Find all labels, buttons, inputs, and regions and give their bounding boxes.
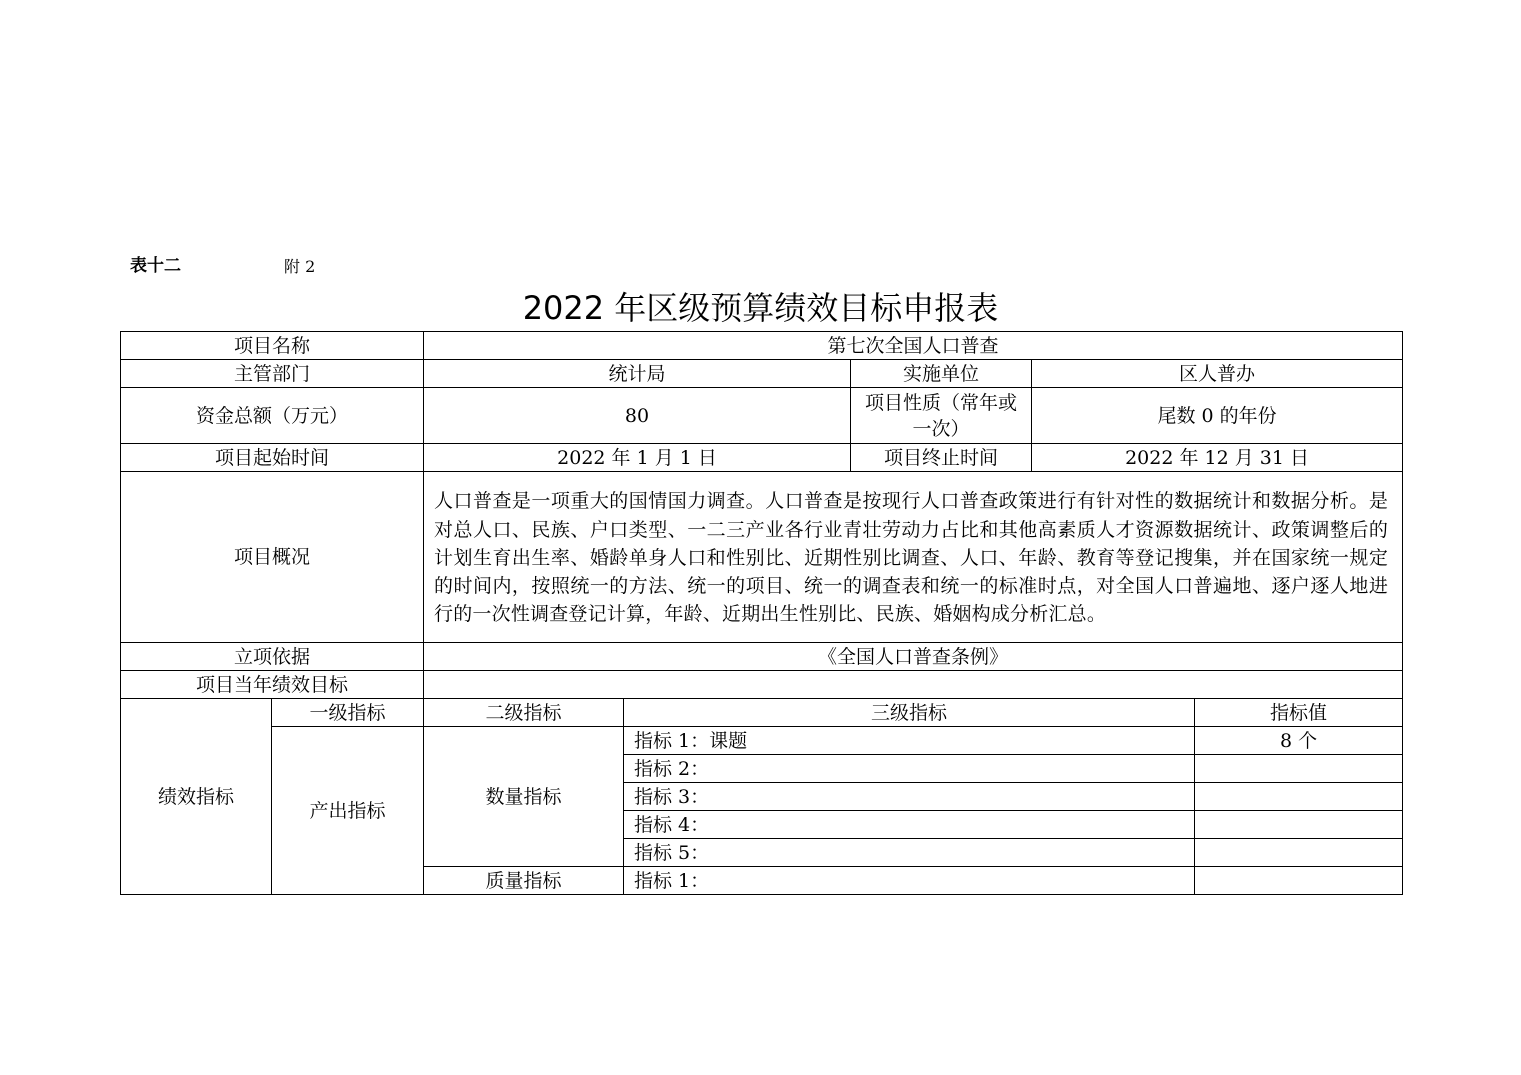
annual-goal-label: 项目当年绩效目标 <box>121 671 424 699</box>
row-overview <box>121 472 1403 643</box>
indicator-value: 8 个 <box>1195 727 1403 755</box>
level2-quality-label: 质量指标 <box>424 867 624 895</box>
col-header-value: 指标值 <box>1195 699 1403 727</box>
end-time-value: 2022 年 12 月 31 日 <box>1032 444 1403 472</box>
level1-output-label: 产出指标 <box>272 727 424 895</box>
attachment-label: 附 2 <box>284 257 316 276</box>
basis-value: 《全国人口普查条例》 <box>424 643 1403 671</box>
end-time-label: 项目终止时间 <box>851 444 1032 472</box>
indicator-value <box>1195 783 1403 811</box>
start-time-label: 项目起始时间 <box>121 444 424 472</box>
indicator-value <box>1195 755 1403 783</box>
indicator-label: 指标 4： <box>624 811 1195 839</box>
annual-goal-value <box>424 671 1403 699</box>
row-project-name <box>121 332 1403 360</box>
page-title: 2022 年区级预算绩效目标申报表 <box>522 289 999 327</box>
start-time-value: 2022 年 1 月 1 日 <box>424 444 851 472</box>
department-value: 统计局 <box>424 360 851 388</box>
indicator-label: 指标 1： <box>624 867 1195 895</box>
col-header-level2: 二级指标 <box>424 699 624 727</box>
indicator-value <box>1195 867 1403 895</box>
project-nature-value: 尾数 0 的年份 <box>1032 388 1403 444</box>
row-period <box>121 444 1403 472</box>
basis-label: 立项依据 <box>121 643 424 671</box>
project-name-value: 第七次全国人口普查 <box>424 332 1403 360</box>
indicators-section-label: 绩效指标 <box>121 699 272 895</box>
row-indicator-header <box>121 699 1403 727</box>
overview-label: 项目概况 <box>121 472 424 643</box>
total-funds-label: 资金总额（万元） <box>121 388 424 444</box>
row-department <box>121 360 1403 388</box>
performance-target-form <box>120 331 1403 895</box>
row-basis <box>121 643 1403 671</box>
col-header-level3: 三级指标 <box>624 699 1195 727</box>
indicator-value <box>1195 811 1403 839</box>
indicator-label: 指标 5： <box>624 839 1195 867</box>
implementing-unit-value: 区人普办 <box>1032 360 1403 388</box>
row-annual-goal <box>121 671 1403 699</box>
col-header-level1: 一级指标 <box>272 699 424 727</box>
table-row <box>121 727 1403 755</box>
project-name-label: 项目名称 <box>121 332 424 360</box>
indicator-label: 指标 2： <box>624 755 1195 783</box>
indicator-label: 指标 3： <box>624 783 1195 811</box>
implementing-unit-label: 实施单位 <box>851 360 1032 388</box>
department-label: 主管部门 <box>121 360 424 388</box>
overview-text: 人口普查是一项重大的国情国力调查。人口普查是按现行人口普查政策进行有针对性的数据统计和数据分析。是对总人口、民族、户口类型、一二三产业各行业青壮劳动力占比和其他高素质人才资源数据统计、政策调整后的计划生育出生率、婚龄单身人口和性别比、近期性别比调查、人口、年龄、教育等登记搜集，并在国家统一规定的时间内，按照统一的方法、统一的项目、统一的调查表和统一的标准时点，对全国人口普遍地、逐户逐人地进行的一次性调查登记计算，年龄、近期出生性别比、民族、婚姻构成分析汇总。 <box>424 472 1403 643</box>
row-funding <box>121 388 1403 444</box>
indicator-label: 指标 1：课题 <box>624 727 1195 755</box>
total-funds-value: 80 <box>424 388 851 444</box>
level2-quantity-label: 数量指标 <box>424 727 624 867</box>
project-nature-label: 项目性质（常年或一次） <box>851 388 1032 444</box>
indicator-value <box>1195 839 1403 867</box>
table-number-label: 表十二 <box>130 256 181 276</box>
